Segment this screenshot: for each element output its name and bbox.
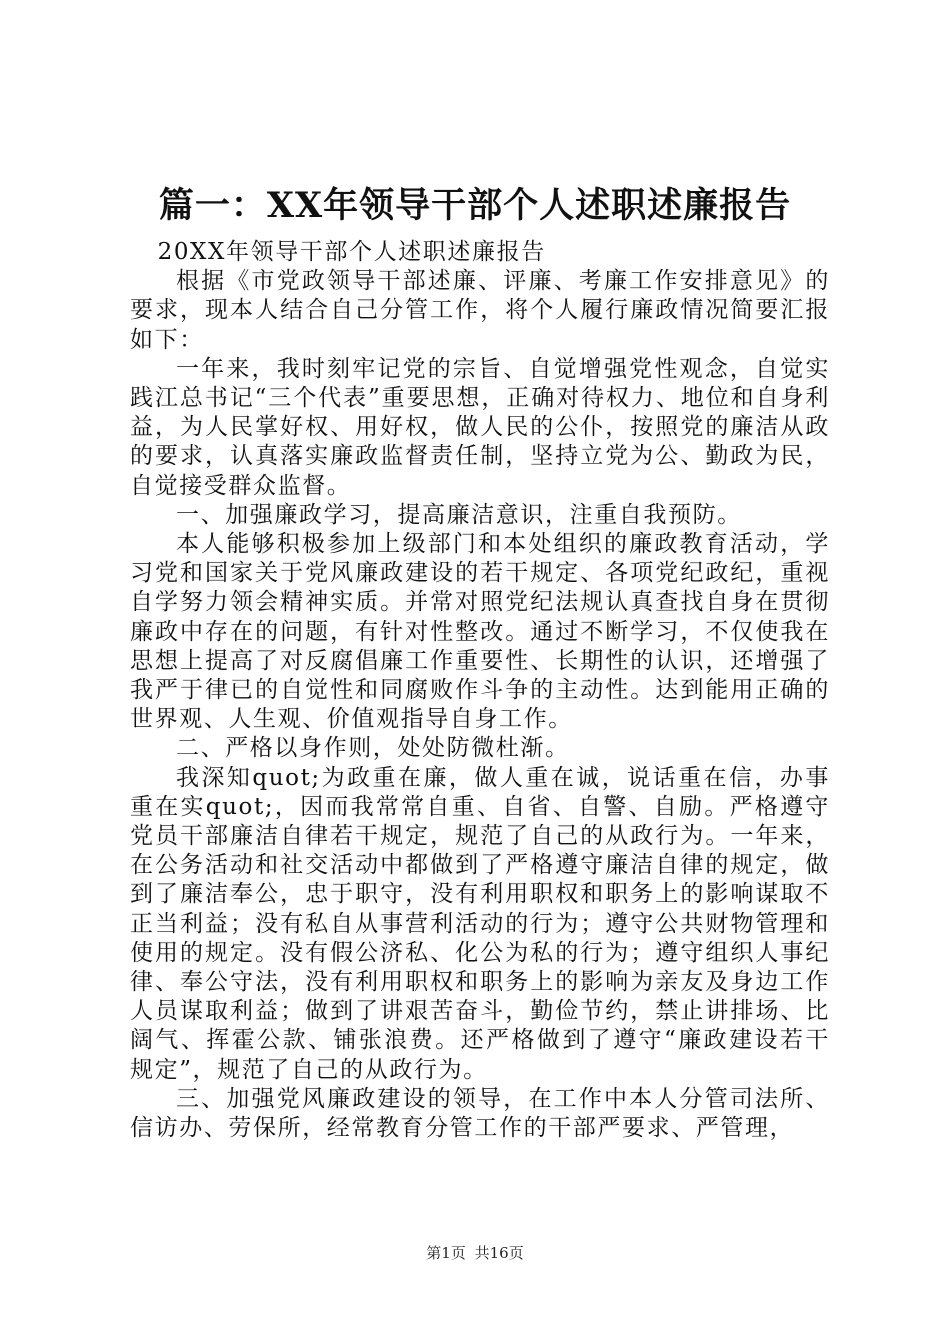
section-heading-1: 一、加强廉政学习，提高廉洁意识，注重自我预防。 [176,501,742,528]
paragraph-overview: 一年来，我时刻牢记党的宗旨、自觉增强党性观念，自觉实践江总书记“三个代表”重要思想，正确对待权力、地位和自身利益，为人民掌好权、用好权，做人民的公仆，按照党的廉洁从政的要求，认真落实廉政监督责任制，坚持立党为公、勤政为民，自觉接受群众监督。 [130,355,830,499]
paragraph-intro: 根据《市党政领导干部述廉、评廉、考廉工作安排意见》的要求，现本人结合自己分管工作，将个人履行廉政情况简要汇报如下： [130,268,830,353]
page-number: 第1页 [426,1244,466,1262]
page-total: 共16页 [474,1244,524,1262]
document-subtitle: 20XX年领导干部个人述职述廉报告 [157,239,546,265]
document-title: 篇一：XX年领导干部个人述职述廉报告 [158,185,792,226]
section-heading-2: 二、严格以身作则，处处防微杜渐。 [176,735,570,762]
paragraph-section-2: 我深知quot;为政重在廉，做人重在诚，说话重在信，办事重在实quot;，因而我常常自重、自省、自警、自励。严格遵守党员干部廉洁自律若干规定，规范了自己的从政行为。一年来，在公务活动和社交活动中都做到了严格遵守廉洁自律的规定，做到了廉洁奉公，忠于职守，没有利用职权和职务上的影响谋取不正当利益；没有私自从事营利活动的行为；遵守公共财物管理和使用的规定。没有假公济私、化公为私的行为；遵守组织人事纪律、奉公守法，没有利用职权和职务上的影响为亲友及身边工作人员谋取利益；做到了讲艰苦奋斗，勤俭节约，禁止讲排场、比阔气、挥霍公款、铺张浪费。还严格做到了遵守“廉政建设若干规定”，规范了自己的从政行为。 [130,764,830,1083]
document-body [130,238,830,1143]
page-footer [0,1243,950,1263]
section-heading-3: 三、加强党风廉政建设的领导，在工作中本人分管司法所、信访办、劳保所，经常教育分管工作的干部严要求、严管理， [130,1085,830,1142]
paragraph-section-1: 本人能够积极参加上级部门和本处组织的廉政教育活动，学习党和国家关于党风廉政建设的若干规定、各项党纪政纪，重视自学努力领会精神实质。并常对照党纪法规认真查找自身在贯彻廉政中存在的问题，有针对性整改。通过不断学习，不仅使我在思想上提高了对反腐倡廉工作重要性、长期性的认识，还增强了我严于律已的自觉性和同腐败作斗争的主动性。达到能用正确的世界观、人生观、价值观指导自身工作。 [130,531,830,733]
